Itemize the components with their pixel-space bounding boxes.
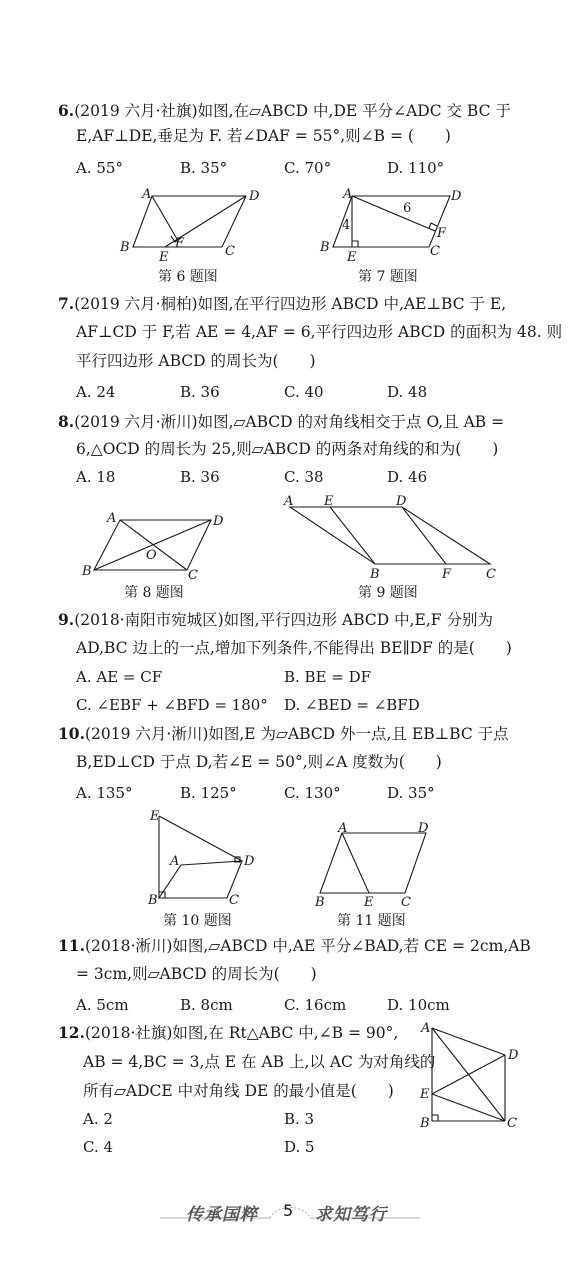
figure-12 (418, 1020, 528, 1135)
fig9-caption: 第 9 题图 (358, 585, 418, 601)
q6-option-d[interactable]: D. 110° (387, 159, 445, 177)
q7-line-3: 平行四边形 ABCD 的周长为( ) (76, 352, 316, 370)
page-footer (0, 1198, 583, 1228)
fig9-label-d: D (396, 494, 407, 509)
q12-number: 12. (58, 1023, 85, 1042)
figure-7 (320, 185, 470, 265)
q7-option-a[interactable]: A. 24 (76, 383, 116, 401)
q6-number: 6. (58, 101, 75, 120)
fig6-caption: 第 6 题图 (158, 269, 218, 285)
q6-line-2: E,AF⊥DE,垂足为 F. 若∠DAF = 55°,则∠B = ( ) (76, 127, 451, 145)
fig9-line-df (402, 507, 446, 564)
q12-line-1: 12.(2018·社旗)如图,在 Rt△ABC 中,∠B = 90°, (58, 1023, 399, 1042)
fig11-label-c: C (401, 895, 411, 910)
fig10-label-d: D (244, 854, 255, 869)
q11-option-d[interactable]: D. 10cm (387, 996, 450, 1014)
fig8-label-o: O (146, 548, 157, 563)
fig7-length-ae: 4 (342, 218, 351, 233)
fig7-label-b: B (320, 240, 330, 255)
fig12-label-a: A (421, 1021, 431, 1036)
q7-option-c[interactable]: C. 40 (284, 383, 324, 401)
q11-line-1: 11.(2018·淅川)如图,▱ABCD 中,AE 平分∠BAD,若 CE = 2cm,AB (58, 936, 531, 955)
q8-line-2: 6,△OCD 的周长为 25,则▱ABCD 的两条对角线的和为( ) (76, 440, 499, 458)
q12-line-3: 所有▱ADCE 中对角线 DE 的最小值是( ) (83, 1082, 394, 1100)
fig9-label-b: B (370, 567, 380, 582)
q8-option-d[interactable]: D. 46 (387, 468, 428, 486)
fig10-label-e: E (150, 809, 160, 824)
fig11-label-e: E (364, 895, 374, 910)
fig9-label-f: F (442, 567, 452, 582)
q11-line-2: = 3cm,则▱ABCD 的周长为( ) (76, 965, 317, 983)
fig7-label-e: E (347, 250, 357, 265)
figure-6 (120, 185, 270, 265)
fig10-label-c: C (229, 893, 239, 908)
fig6-line-af (152, 196, 177, 239)
q10-line-2: B,ED⊥CD 于点 D,若∠E = 50°,则∠A 度数为( ) (76, 753, 442, 771)
q11-option-a[interactable]: A. 5cm (76, 996, 129, 1014)
q6-line-1: 6.(2019 六月·社旗)如图,在▱ABCD 中,DE 平分∠ADC 交 BC 于 (58, 101, 511, 120)
fig10-label-a: A (170, 854, 180, 869)
q9-option-d[interactable]: D. ∠BED = ∠BFD (284, 696, 420, 714)
fig7-label-c: C (430, 244, 440, 259)
q10-option-b[interactable]: B. 125° (180, 784, 237, 802)
fig9-parallelogram (290, 507, 490, 564)
q8-line-1: 8.(2019 六月·淅川)如图,▱ABCD 的对角线相交于点 O,且 AB = (58, 412, 505, 431)
figure-9 (280, 492, 500, 580)
q6-option-b[interactable]: B. 35° (180, 159, 228, 177)
fig8-label-c: C (188, 568, 198, 583)
fig9-line-be (330, 507, 375, 564)
q9-option-a[interactable]: A. AE = CF (76, 668, 163, 686)
fig9-label-c: C (486, 567, 496, 582)
fig12-label-e: E (420, 1087, 430, 1102)
fig7-length-af: 6 (403, 201, 412, 216)
figure-11 (310, 820, 440, 910)
fig11-caption: 第 11 题图 (337, 913, 406, 929)
fig11-label-a: A (338, 821, 348, 836)
q10-line-1: 10.(2019 六月·淅川)如图,E 为▱ABCD 外一点,且 EB⊥BC 于点 (58, 724, 509, 743)
q12-line-2: AB = 4,BC = 3,点 E 在 AB 上,以 AC 为对角线的 (83, 1053, 436, 1071)
fig7-right-angle-e (352, 241, 358, 247)
q10-option-d[interactable]: D. 35° (387, 784, 435, 802)
fig6-label-d: D (249, 189, 260, 204)
fig12-label-b: B (420, 1116, 430, 1131)
fig8-caption: 第 8 题图 (124, 585, 184, 601)
q8-option-c[interactable]: C. 38 (284, 468, 324, 486)
fig8-label-a: A (107, 511, 117, 526)
q7-option-d[interactable]: D. 48 (387, 383, 428, 401)
q12-option-c[interactable]: C. 4 (83, 1138, 114, 1156)
fig10-caption: 第 10 题图 (163, 913, 232, 929)
fig7-line-af (352, 196, 435, 231)
fig12-label-c: C (507, 1116, 517, 1131)
q6-option-a[interactable]: A. 55° (76, 159, 123, 177)
q10-number: 10. (58, 724, 85, 743)
q12-option-b[interactable]: B. 3 (284, 1110, 315, 1128)
figure-10 (145, 808, 265, 908)
q8-number: 8. (58, 412, 75, 431)
q7-option-b[interactable]: B. 36 (180, 383, 220, 401)
q12-option-a[interactable]: A. 2 (83, 1110, 113, 1128)
fig7-right-angle-f (429, 223, 437, 228)
fig7-label-f: F (437, 226, 447, 241)
q9-number: 9. (58, 610, 75, 629)
q8-option-b[interactable]: B. 36 (180, 468, 220, 486)
fig7-label-d: D (451, 189, 462, 204)
fig6-label-b: B (120, 240, 130, 255)
fig10-label-b: B (148, 893, 158, 908)
q7-line-1: 7.(2019 六月·桐柏)如图,在平行四边形 ABCD 中,AE⊥BC 于 E, (58, 294, 507, 313)
q7-number: 7. (58, 294, 75, 313)
fig7-parallelogram (333, 196, 450, 247)
fig6-label-a: A (142, 187, 152, 202)
q6-option-c[interactable]: C. 70° (284, 159, 332, 177)
fig7-label-a: A (343, 187, 353, 202)
fig12-right-angle-b (432, 1115, 438, 1121)
q11-option-b[interactable]: B. 8cm (180, 996, 233, 1014)
q10-option-a[interactable]: A. 135° (76, 784, 133, 802)
q12-option-d[interactable]: D. 5 (284, 1138, 315, 1156)
q7-line-2: AF⊥CD 于 F,若 AE = 4,AF = 6,平行四边形 ABCD 的面积为 48. 则 (76, 323, 563, 341)
fig11-parallelogram (320, 833, 426, 893)
fig6-label-c: C (225, 244, 235, 259)
fig9-label-e: E (324, 494, 334, 509)
fig6-label-f: F (175, 236, 185, 251)
fig12-label-d: D (508, 1048, 519, 1063)
footer-slogan-right: 求知笃行 (315, 1205, 387, 1225)
fig11-line-ae (342, 833, 369, 893)
fig7-caption: 第 7 题图 (358, 269, 418, 285)
q9-option-b[interactable]: B. BE = DF (284, 668, 372, 686)
fig11-label-d: D (418, 821, 429, 836)
fig9-label-a: A (284, 494, 294, 509)
figure-8 (82, 508, 224, 583)
q8-option-a[interactable]: A. 18 (76, 468, 116, 486)
fig12-line-de (432, 1055, 505, 1094)
fig8-label-b: B (82, 564, 92, 579)
q9-line-2: AD,BC 边上的一点,增加下列条件,不能得出 BE∥DF 的是( ) (76, 639, 512, 657)
fig8-label-d: D (213, 514, 224, 529)
q11-number: 11. (58, 936, 85, 955)
fig6-label-e: E (159, 250, 169, 265)
q9-option-c[interactable]: C. ∠EBF + ∠BFD = 180° (76, 696, 268, 714)
fig6-parallelogram (133, 196, 246, 247)
q10-option-c[interactable]: C. 130° (284, 784, 341, 802)
q11-option-c[interactable]: C. 16cm (284, 996, 347, 1014)
q9-line-1: 9.(2018·南阳市宛城区)如图,平行四边形 ABCD 中,E,F 分别为 (58, 610, 493, 629)
footer-slogan-left: 传承国粹 (186, 1205, 258, 1225)
page-number: 5 (283, 1201, 294, 1220)
fig11-label-b: B (315, 895, 325, 910)
